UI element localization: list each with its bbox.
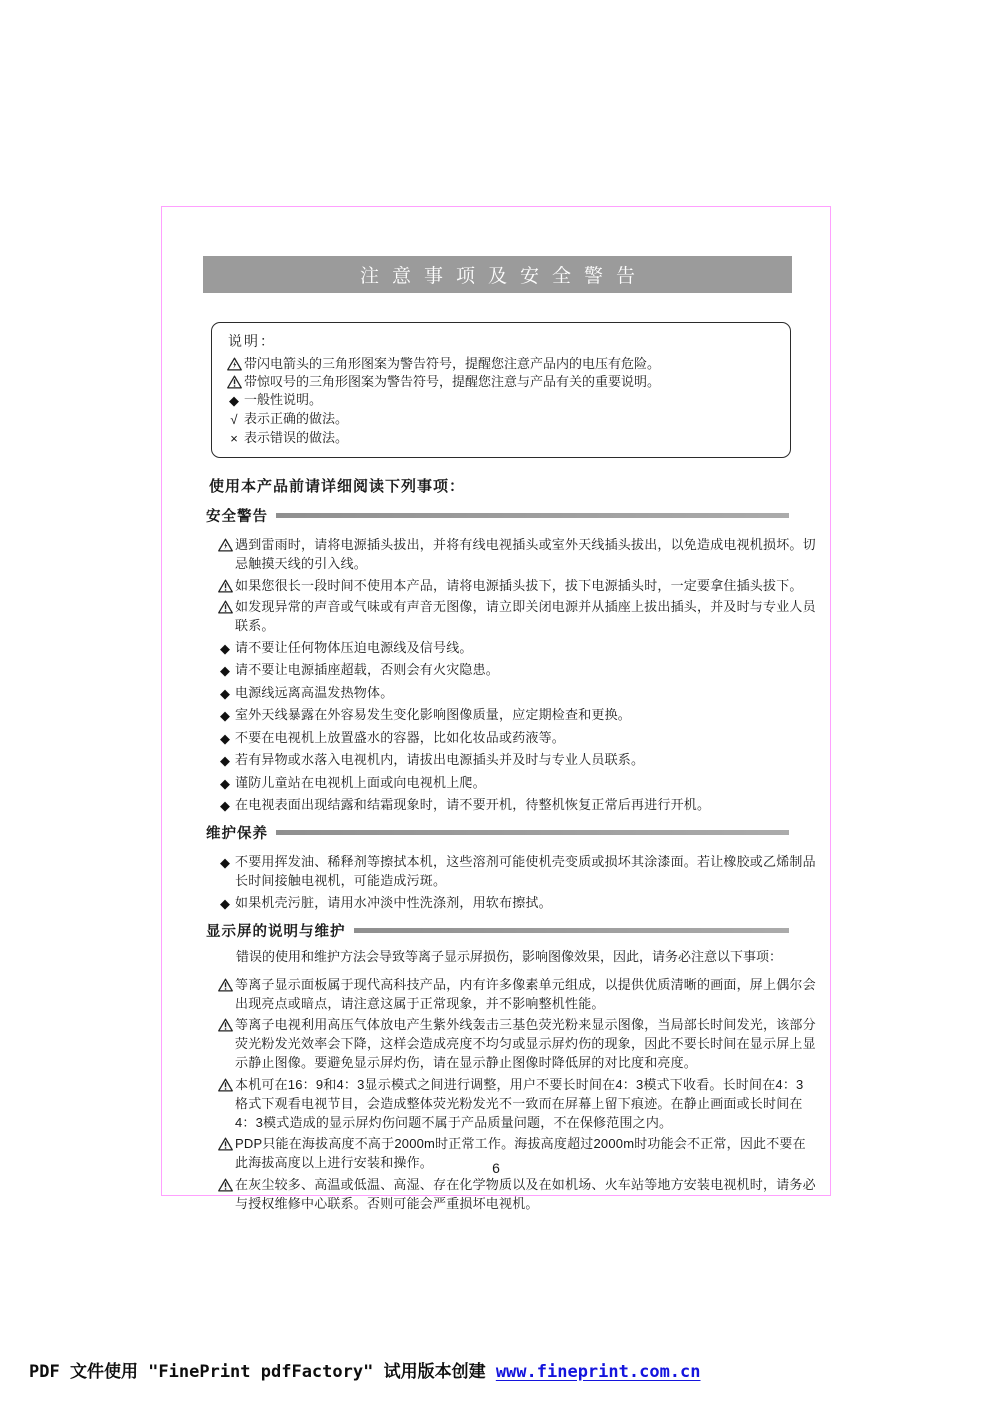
section-rule xyxy=(354,928,790,933)
triangle-exclamation-icon xyxy=(215,597,235,614)
triangle-exclamation-icon xyxy=(215,975,235,992)
page-number: 6 xyxy=(492,1160,500,1176)
section-heading: 显示屏的说明与维护 xyxy=(206,923,346,940)
section-intro: 错误的使用和维护方法会导致等离子显示屏损伤，影响图像效果，因此，请务必注意以下事项： xyxy=(236,948,783,964)
warning-item xyxy=(215,535,816,573)
diamond-icon: ◆ xyxy=(220,798,230,813)
legend-item-text: 表示正确的做法。 xyxy=(244,411,349,426)
section-item-list xyxy=(206,852,816,913)
warning-item-text: 本机可在16：9和4：3显示模式之间进行调整，用户不要长时间在4：3模式下收看。长时间在4：3格式下观看电视节目，会造成整体荧光粉发光不一致而在屏幕上留下痕迹。在静止画面或长时间在4：3模式造成的显示屏灼伤问题不属于产品质量问题，不在保修范围之内。 xyxy=(235,1076,804,1130)
warning-item-text: 电源线远离高温发热物体。 xyxy=(235,684,394,700)
section-rule xyxy=(276,830,789,835)
warning-item xyxy=(215,683,816,703)
legend-item xyxy=(224,391,778,410)
legend-item-text: 一般性说明。 xyxy=(244,392,323,407)
diamond-icon: ◆ xyxy=(220,708,230,723)
page-title-banner: 注意事项及安全警告 xyxy=(203,256,792,293)
diamond-icon: ◆ xyxy=(220,640,230,656)
warning-item-text: 不要用挥发油、稀释剂等擦拭本机，这些溶剂可能使机壳变质或损坏其涂漆面。若让橡胶或乙烯制品长时间接触电视机，可能造成污斑。 xyxy=(235,854,816,888)
warning-item xyxy=(215,1075,816,1132)
warning-item xyxy=(215,773,816,793)
warning-item-text: 如发现异常的声音或气味或有声音无图像，请立即关闭电源并从插座上拔出插头，并及时与专业人员联系。 xyxy=(235,599,816,633)
triangle-exclamation-icon xyxy=(215,576,235,593)
warning-item-text: 不要在电视机上放置盛水的容器，比如化妆品或药液等。 xyxy=(235,729,566,745)
triangle-exclamation-icon xyxy=(224,373,244,389)
warning-item-text: 请不要让任何物体压迫电源线及信号线。 xyxy=(235,639,473,655)
cross-icon: × xyxy=(230,431,238,446)
legend-item xyxy=(224,429,778,448)
warning-item-text: 如果机壳污脏，请用水冲淡中性洗涤剂，用软布擦拭。 xyxy=(235,894,552,910)
pdf-watermark-footer xyxy=(29,1357,969,1382)
warning-item-text: 室外天线暴露在外容易发生变化影响图像质量，应定期检查和更换。 xyxy=(235,707,632,722)
warning-item xyxy=(215,795,816,815)
warning-item-text: 如果您很长一段时间不使用本产品，请将电源插头拔下，拔下电源插头时，一定要拿住插头拔下。 xyxy=(235,577,803,593)
legend-item-text: 表示错误的做法。 xyxy=(244,430,349,445)
fineprint-link[interactable]: www.fineprint.com.cn xyxy=(495,1362,701,1382)
warning-item-text: 在灰尘较多、高温或低温、高湿、存在化学物质以及在如机场、火车站等地方安装电视机时，请务必与授权维修中心联系。否则可能会严重损坏电视机。 xyxy=(235,1176,816,1211)
section-heading-row xyxy=(206,822,789,843)
legend-box xyxy=(211,322,791,458)
legend-list xyxy=(224,355,778,448)
legend-item xyxy=(224,373,778,391)
triangle-exclamation-icon xyxy=(215,1175,235,1192)
warning-item xyxy=(215,597,816,635)
warning-item-text: 等离子显示面板属于现代高科技产品，内有许多像素单元组成，以提供优质清晰的画面，屏上偶尔会出现亮点或暗点，请注意这属于正常现象，并不影响整机性能。 xyxy=(235,976,816,1011)
warning-item xyxy=(215,705,816,725)
legend-item-text: 带闪电箭头的三角形图案为警告符号，提醒您注意产品内的电压有危险。 xyxy=(244,356,661,371)
warning-item xyxy=(215,893,816,913)
legend-item xyxy=(224,410,778,429)
warning-item-text: 谨防儿童站在电视机上面或向电视机上爬。 xyxy=(235,774,486,790)
triangle-exclamation-icon xyxy=(215,1015,235,1032)
warning-item-text: 等离子电视利用高压气体放电产生紫外线轰击三基色荧光粉来显示图像，当局部长时间发光，该部分荧光粉发光效率会下降，这样会造成亮度不均匀或显示屏灼伤的现象，因此不要长时间在显示屏上显示静止图像。要避免显示屏灼伤，请在显示静止图像时降低屏的对比度和亮度。 xyxy=(235,1017,816,1070)
warning-item xyxy=(215,975,816,1013)
warning-item xyxy=(215,638,816,658)
legend-item xyxy=(224,355,778,373)
section-heading-row xyxy=(206,920,789,941)
warning-item xyxy=(215,1015,816,1072)
diamond-icon: ◆ xyxy=(220,685,230,701)
legend-title: 说明： xyxy=(228,333,276,349)
diamond-icon: ◆ xyxy=(220,663,230,678)
watermark-text: PDF 文件使用 "FinePrint pdfFactory" 试用版本创建 xyxy=(29,1362,496,1382)
triangle-lightning-icon xyxy=(224,355,244,371)
diamond-icon: ◆ xyxy=(220,775,230,791)
document-page xyxy=(161,206,831,1211)
legend-item-text: 带惊叹号的三角形图案为警告符号，提醒您注意与产品有关的重要说明。 xyxy=(244,374,661,389)
warning-item xyxy=(215,660,816,680)
diamond-icon: ◆ xyxy=(220,855,230,870)
diamond-icon: ◆ xyxy=(220,895,230,911)
warning-item-text: 若有异物或水落入电视机内，请拔出电源插头并及时与专业人员联系。 xyxy=(235,752,645,767)
section-heading: 维护保养 xyxy=(206,826,268,842)
read-before-heading: 使用本产品前请详细阅读下列事项： xyxy=(209,478,466,495)
section-rule xyxy=(276,513,789,518)
warning-item xyxy=(215,750,816,770)
triangle-lightning-icon xyxy=(215,535,235,552)
warning-item-text: 遇到雷雨时，请将电源插头拔出，并将有线电视插头或室外天线插头拔出，以免造成电视机损坏。切忌触摸天线的引入线。 xyxy=(235,537,816,571)
section-heading: 安全警告 xyxy=(206,509,268,525)
section-安全警告 xyxy=(206,505,816,815)
diamond-icon: ◆ xyxy=(220,753,230,768)
section-item-list xyxy=(206,535,816,815)
warning-item xyxy=(215,852,816,890)
section-维护保养 xyxy=(206,822,816,913)
section-heading-row xyxy=(206,505,789,526)
diamond-icon: ◆ xyxy=(220,730,230,746)
section-item-list xyxy=(206,975,816,1213)
warning-item-text: 请不要让电源插座超载，否则会有火灾隐患。 xyxy=(235,662,500,677)
warning-item xyxy=(215,1175,816,1213)
sections-container xyxy=(206,505,816,1213)
triangle-exclamation-icon xyxy=(215,1134,235,1151)
warning-item xyxy=(215,728,816,748)
triangle-exclamation-icon xyxy=(215,1075,235,1092)
warning-item xyxy=(215,576,816,595)
diamond-icon: ◆ xyxy=(229,393,239,408)
warning-item-text: 在电视表面出现结露和结霜现象时，请不要开机，待整机恢复正常后再进行开机。 xyxy=(235,797,711,812)
check-icon: √ xyxy=(230,412,238,427)
warning-item-text: PDP只能在海拔高度不高于2000m时正常工作。海拔高度超过2000m时功能会不正常，因此不要在此海拔高度以上进行安装和操作。 xyxy=(235,1136,806,1170)
